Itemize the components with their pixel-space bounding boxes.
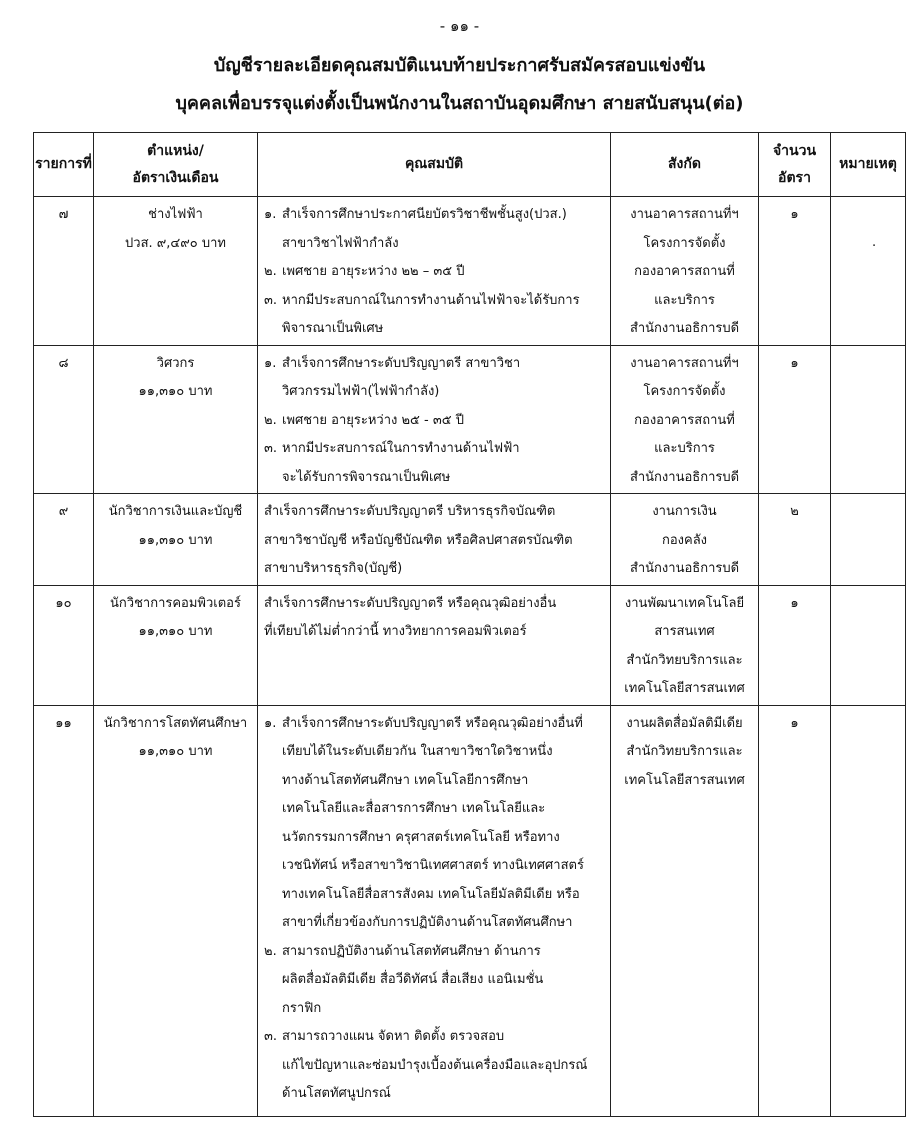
item-number: ๙ (58, 504, 69, 519)
qualification-line: กราฟิก (282, 1000, 322, 1016)
unit-line: งานอาคารสถานที่ฯ (630, 207, 739, 222)
item-number: ๑๐ (55, 595, 72, 611)
cell-item-no (34, 345, 94, 494)
table-row (34, 494, 906, 586)
unit-line: กองอาคารสถานที่ (634, 264, 735, 279)
cell-qualification (258, 197, 611, 346)
unit-line: สำนักงานอธิการบดี (629, 561, 740, 576)
unit-line: สำนักงานอธิการบดี (629, 469, 740, 485)
cell-unit (611, 705, 759, 1116)
qualification-line: จะได้รับการพิจารณาเป็นพิเศษ (282, 469, 451, 485)
cell-remark (831, 494, 906, 586)
table-row (34, 585, 906, 705)
cell-qualification (258, 345, 611, 494)
cell-count (759, 585, 831, 705)
qualification-line: ด้านโสตทัศนูปกรณ์ (282, 1086, 391, 1101)
qualification-line: แก้ไขปัญหาและซ่อมบำรุงเบื้องต้นเครื่องมือและอุปกรณ์ (282, 1057, 588, 1073)
unit-line: โครงการจัดตั้ง (643, 235, 726, 251)
unit-line: และบริการ (654, 441, 715, 456)
qualification-table (33, 132, 906, 1117)
position-count: ๑ (790, 355, 799, 371)
cell-position (94, 585, 258, 705)
cell-remark (831, 345, 906, 494)
item-number: ๑๑ (55, 715, 72, 731)
table-row (34, 197, 906, 346)
qualification-line: สามารถวางแผน จัดหา ติดตั้ง ตรวจสอบ (282, 1029, 505, 1044)
unit-line: สำนักวิทยบริการและ (626, 744, 743, 759)
qualification-line: สามารถปฏิบัติงานด้านโสตทัศนศึกษา ด้านการ (282, 943, 541, 959)
qualification-line: วิศวกรรมไฟฟ้า(ไฟฟ้ากำลัง) (282, 384, 440, 399)
qualification-item-body (282, 710, 606, 938)
position-title: ช่างไฟฟ้า (148, 207, 203, 222)
document-title: บัญชีรายละเอียดคุณสมบัติแนบท้ายประกาศรับสมัครสอบแข่งขัน (213, 55, 706, 76)
unit-line: กองอาคารสถานที่ (634, 412, 735, 428)
cell-remark (831, 197, 906, 346)
qualification-line: สำเร็จการศึกษาประกาศนียบัตรวิชาชีพชั้นสูง(ปวส.) (282, 207, 567, 222)
qualification-line: สาขาวิชาบัญชี หรือบัญชีบัณฑิต หรือศิลปศาสตรบัณฑิต (264, 532, 573, 548)
unit-line: งานพัฒนาเทคโนโลยี (624, 595, 745, 611)
qualification-item-number: ๓. (264, 441, 278, 456)
qualification-line: หากมีประสบการณ์ในการทำงานด้านไฟฟ้า (282, 441, 520, 456)
position-count: ๑ (790, 715, 799, 731)
cell-qualification (258, 585, 611, 705)
qualification-line: เวชนิทัศน์ หรือสาขาวิชานิเทศศาสตร์ ทางนิเทศศาสตร์ (282, 858, 584, 873)
qualification-item (264, 1023, 606, 1109)
position-title: นักวิชาการโสตทัศนศึกษา (103, 715, 248, 731)
remark-text: . (872, 235, 877, 250)
qualification-item (264, 710, 606, 938)
qualification-item-number: ๒. (264, 412, 277, 428)
qualification-line: สาขาบริหารธุรกิจ(บัญชี) (264, 561, 403, 576)
qualification-item (264, 407, 606, 436)
cell-remark (831, 705, 906, 1116)
qualification-line: สาขาที่เกี่ยวข้องกับการปฏิบัติงานด้านโสตทัศนศึกษา (282, 915, 573, 930)
qualification-item-body (282, 287, 606, 344)
qualification-item-body (282, 435, 606, 492)
unit-line: สำนักงานอธิการบดี (629, 321, 740, 336)
position-count: ๑ (790, 207, 799, 222)
position-title: วิศวกร (156, 355, 195, 371)
cell-item-no (34, 494, 94, 586)
unit-line: สารสนเทศ (654, 624, 715, 639)
qualification-line: ผลิตสื่อมัลติมีเดีย สื่อวีดิทัศน์ สื่อเสียง แอนิเมชั่น (282, 972, 544, 987)
qualification-item-body (282, 1023, 606, 1109)
qualification-line: ทางด้านโสตทัศนศึกษา เทคโนโลยีการศึกษา (282, 772, 529, 788)
cell-position (94, 197, 258, 346)
cell-remark (831, 585, 906, 705)
unit-line: โครงการจัดตั้ง (643, 384, 726, 399)
salary-value: ๑๑,๓๑๐ บาท (138, 384, 213, 399)
header-remark: หมายเหตุ (831, 133, 906, 197)
qualification-item-body (282, 350, 606, 407)
page-number: - ๑๑ - (439, 17, 480, 35)
cell-unit (611, 345, 759, 494)
salary-value: ปวส. ๙,๔๙๐ บาท (125, 235, 226, 251)
item-number: ๘ (58, 355, 69, 371)
unit-line: และบริการ (654, 292, 715, 308)
qualification-item-number: ๒. (264, 264, 277, 279)
qualification-line: สำเร็จการศึกษาระดับปริญญาตรี หรือคุณวุฒิอย่างอื่น (264, 595, 557, 611)
qualification-item (264, 938, 606, 1024)
unit-line: เทคโนโลยีสารสนเทศ (624, 681, 745, 696)
document-subtitle: บุคคลเพื่อบรรจุแต่งตั้งเป็นพนักงานในสถาบันอุดมศึกษา สายสนับสนุน(ต่อ) (175, 93, 744, 114)
qualification-item-number: ๒. (264, 943, 277, 959)
cell-qualification (258, 494, 611, 586)
cell-unit (611, 197, 759, 346)
header-qualification: คุณสมบัติ (258, 133, 611, 197)
header-count: จำนวน อัตรา (759, 133, 831, 197)
cell-unit (611, 585, 759, 705)
qualification-line: สาขาวิชาไฟฟ้ากำลัง (282, 235, 399, 251)
qualification-line: เทคโนโลยีและสื่อสารการศึกษา เทคโนโลยีและ (282, 801, 546, 816)
cell-item-no (34, 585, 94, 705)
qualification-item (264, 350, 606, 407)
header-item-no: รายการที่ (34, 133, 94, 197)
qualification-item-number: ๑. (264, 355, 277, 371)
qualification-line: ที่เทียบได้ไม่ต่ำกว่านี้ ทางวิทยาการคอมพิวเตอร์ (264, 624, 527, 639)
unit-line: งานการเงิน (652, 504, 717, 519)
qualification-line: สำเร็จการศึกษาระดับปริญญาตรี หรือคุณวุฒิอย่างอื่นที่ (282, 715, 583, 731)
qualification-item-body (282, 938, 606, 1024)
unit-line: สำนักวิทยบริการและ (626, 652, 743, 668)
unit-line: เทคโนโลยีสารสนเทศ (624, 772, 745, 788)
qualification-item-body (282, 258, 606, 287)
cell-count (759, 494, 831, 586)
unit-line: กองคลัง (661, 532, 708, 548)
unit-line: งานผลิตสื่อมัลติมีเดีย (626, 715, 743, 731)
qualification-line: สำเร็จการศึกษาระดับปริญญาตรี สาขาวิชา (282, 355, 521, 371)
qualification-line: เพศชาย อายุระหว่าง ๒๕ - ๓๕ ปี (282, 412, 464, 428)
qualification-line: เทียบได้ในระดับเดียวกัน ในสาขาวิชาใดวิชาหนึ่ง (282, 744, 553, 759)
cell-qualification (258, 705, 611, 1116)
qualification-line: หากมีประสบกาณ์ในการทำงานด้านไฟฟ้าจะได้รับการ (282, 292, 580, 308)
qualification-line: นวัตกรรมการศึกษา ครุศาสตร์เทคโนโลยี หรือทาง (282, 829, 560, 845)
qualification-item (264, 258, 606, 287)
cell-count (759, 345, 831, 494)
cell-position (94, 705, 258, 1116)
qualification-item (264, 287, 606, 344)
qualification-item (264, 201, 606, 258)
qualification-line: ทางเทคโนโลยีสื่อสารสังคม เทคโนโลยีมัลติมีเดีย หรือ (282, 886, 580, 902)
position-count: ๑ (790, 595, 799, 611)
cell-position (94, 345, 258, 494)
header-unit: สังกัด (611, 133, 759, 197)
cell-count (759, 705, 831, 1116)
qualification-line: สำเร็จการศึกษาระดับปริญญาตรี บริหารธุรกิจบัณฑิต (264, 504, 556, 519)
table-row (34, 705, 906, 1116)
cell-position (94, 494, 258, 586)
item-number: ๗ (58, 207, 69, 222)
qualification-item-number: ๑. (264, 207, 277, 222)
table-row (34, 345, 906, 494)
qualification-line: พิจารณาเป็นพิเศษ (282, 321, 384, 336)
qualification-item-number: ๑. (264, 715, 277, 731)
qualification-item-body (282, 407, 606, 436)
qualification-line: เพศชาย อายุระหว่าง ๒๒ – ๓๕ ปี (282, 264, 465, 279)
cell-item-no (34, 705, 94, 1116)
position-title: นักวิชาการคอมพิวเตอร์ (110, 595, 241, 611)
unit-line: งานอาคารสถานที่ฯ (630, 355, 739, 371)
salary-value: ๑๑,๓๑๐ บาท (138, 624, 213, 639)
table-header-row (34, 133, 906, 197)
cell-item-no (34, 197, 94, 346)
header-position: ตำแหน่ง/ อัตราเงินเดือน (94, 133, 258, 197)
qualification-item-number: ๓. (264, 292, 278, 308)
qualification-item-number: ๓. (264, 1029, 278, 1044)
cell-count (759, 197, 831, 346)
qualification-item (264, 435, 606, 492)
cell-unit (611, 494, 759, 586)
qualification-item-body (282, 201, 606, 258)
salary-value: ๑๑,๓๑๐ บาท (138, 744, 213, 759)
position-count: ๒ (790, 504, 799, 519)
salary-value: ๑๑,๓๑๐ บาท (138, 532, 213, 548)
position-title: นักวิชาการเงินและบัญชี (108, 504, 243, 519)
